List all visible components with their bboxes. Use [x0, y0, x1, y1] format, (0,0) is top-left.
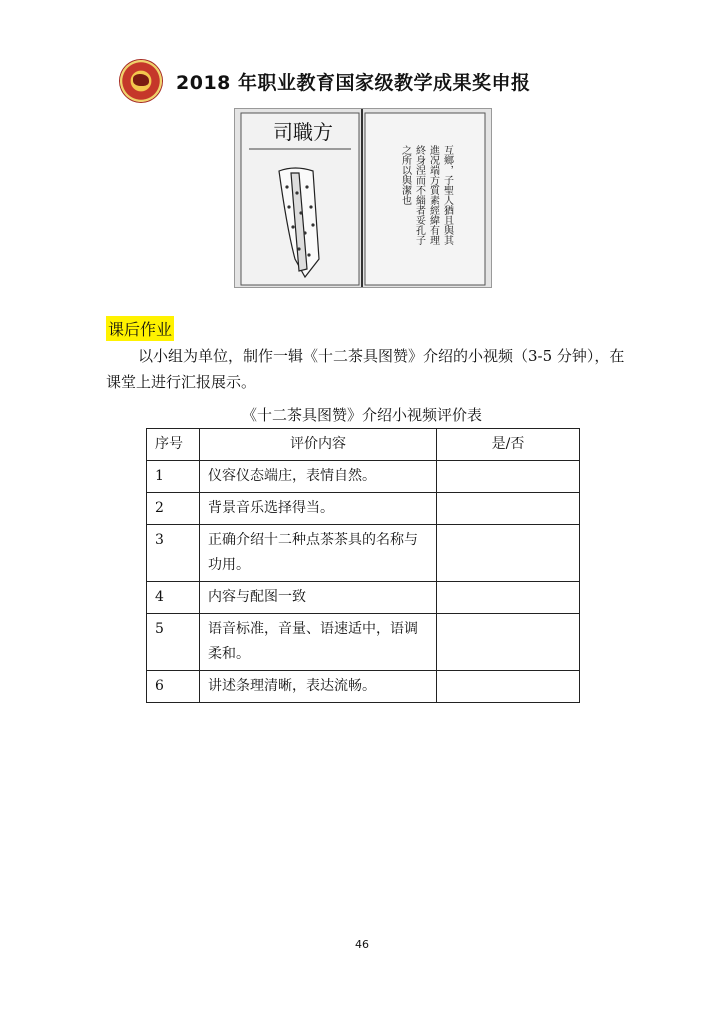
header-content: 评价内容: [200, 429, 437, 461]
evaluation-table: [146, 428, 580, 703]
table-row: [147, 461, 580, 493]
row-number: 6: [147, 671, 200, 703]
table-caption: 《十二茶具图赞》介绍小视频评价表: [241, 406, 482, 424]
page-header: [120, 60, 590, 106]
figure-vertical-line-2: 進况端方質素經緯有理: [427, 145, 439, 245]
row-content: 仪容仪态端庄，表情自然。: [200, 461, 437, 493]
table-row: [147, 493, 580, 525]
row-number: 1: [147, 461, 200, 493]
row-content: 背景音乐选择得当。: [200, 493, 437, 525]
row-content-line-1: 语音标准，音量、语速适中，语调: [208, 621, 418, 637]
header-title: 2018 年职业教育国家级教学成果奖申报: [176, 72, 531, 94]
table-row: [147, 671, 580, 703]
header-number: 序号: [147, 429, 200, 461]
row-content: 讲述条理清晰，表达流畅。: [200, 671, 437, 703]
figure-page-heading: 司職方: [273, 120, 333, 144]
school-emblem-icon: [120, 60, 162, 102]
row-content: [200, 525, 437, 582]
table-row: [147, 582, 580, 614]
row-result-cell[interactable]: [437, 525, 580, 582]
row-content: [200, 614, 437, 671]
row-number: 4: [147, 582, 200, 614]
row-number: 5: [147, 614, 200, 671]
row-number: 3: [147, 525, 200, 582]
row-result-cell[interactable]: [437, 461, 580, 493]
header-result: 是/否: [437, 429, 580, 461]
book-scan-image: [234, 108, 492, 288]
row-result-cell[interactable]: [437, 671, 580, 703]
row-content-line-2: 柔和。: [208, 646, 250, 662]
table-row: [147, 614, 580, 671]
figure-vertical-line-1: 互鄉，子聖人猶且與其: [441, 145, 453, 245]
homework-title: 课后作业: [106, 316, 174, 341]
row-result-cell[interactable]: [437, 582, 580, 614]
figure-vertical-line-4: 之所以與潔也: [399, 145, 411, 205]
row-content: 内容与配图一致: [200, 582, 437, 614]
row-number: 2: [147, 493, 200, 525]
figure-vertical-line-3: 終身涅而不緇者妥孔子: [413, 145, 425, 245]
table-row: [147, 525, 580, 582]
homework-line-2: 课堂上进行汇报展示。: [106, 373, 257, 391]
row-result-cell[interactable]: [437, 614, 580, 671]
page-number: 46: [355, 938, 369, 951]
table-header-row: [147, 429, 580, 461]
homework-line-1: 以小组为单位，制作一辑《十二茶具图赞》介绍的小视频（3-5 分钟），在: [138, 347, 625, 365]
row-content-line-2: 功用。: [208, 557, 250, 573]
row-content-line-1: 正确介绍十二种点茶茶具的名称与: [208, 532, 418, 548]
row-result-cell[interactable]: [437, 493, 580, 525]
